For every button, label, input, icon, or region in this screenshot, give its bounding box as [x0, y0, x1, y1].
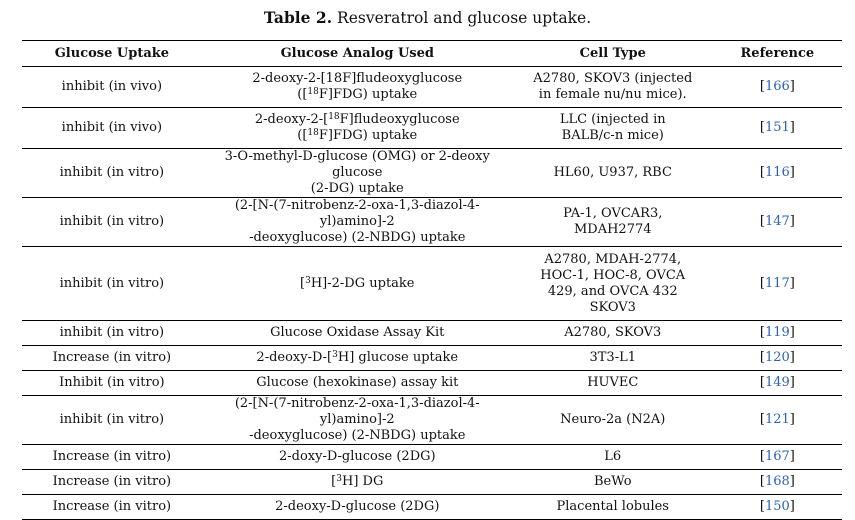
cell-glucose-analog: 2-deoxy-D-[$^3$H] glucose uptake — [202, 346, 513, 371]
table-row — [22, 445, 842, 470]
cell-glucose-analog: 2-deoxy-2-[$^{18}$F]fludeoxyglucose ([$^{18}$F]FDG) uptake — [202, 108, 513, 149]
reference-link[interactable]: 119 — [764, 325, 790, 340]
header-row — [22, 41, 842, 67]
cell-cell-type: PA-1, OVCAR3, MDAH2774 — [513, 198, 713, 247]
table-label: Table 2. — [263, 8, 333, 27]
superscript: 18 — [328, 112, 340, 122]
cell-reference: [149] — [713, 371, 842, 396]
table-row — [22, 108, 842, 149]
cell-glucose-uptake: inhibit (in vitro) — [22, 198, 202, 247]
cell-glucose-uptake: Increase (in vitro) — [22, 445, 202, 470]
cell-glucose-uptake: inhibit (in vivo) — [22, 67, 202, 108]
reference-link[interactable]: 167 — [764, 449, 790, 464]
cell-reference: [147] — [713, 198, 842, 247]
table-row — [22, 396, 842, 445]
cell-glucose-analog: Glucose (hexokinase) assay kit — [202, 371, 513, 396]
header-reference: Reference — [713, 41, 842, 67]
header-cell-type: Cell Type — [513, 41, 713, 67]
table-row — [22, 346, 842, 371]
cell-reference: [168] — [713, 470, 842, 495]
cell-glucose-analog: [$^3$H]-2-DG uptake — [202, 247, 513, 321]
cell-reference: [151] — [713, 108, 842, 149]
header-glucose-uptake: Glucose Uptake — [22, 41, 202, 67]
cell-reference: [166] — [713, 67, 842, 108]
cell-reference: [120] — [713, 346, 842, 371]
cell-glucose-analog: Glucose Oxidase Assay Kit — [202, 321, 513, 346]
cell-glucose-analog: (2-[N-(7-nitrobenz-2-oxa-1,3-diazol-4-yl)amino]-2 -deoxyglucose) (2-NBDG) uptake — [202, 198, 513, 247]
superscript: 3 — [332, 350, 338, 360]
cell-glucose-uptake: Increase (in vitro) — [22, 346, 202, 371]
reference-link[interactable]: 149 — [764, 375, 790, 390]
table-row — [22, 149, 842, 198]
reference-link[interactable]: 147 — [764, 214, 790, 229]
reference-link[interactable]: 168 — [764, 474, 790, 489]
reference-link[interactable]: 116 — [764, 165, 790, 180]
cell-reference: [116] — [713, 149, 842, 198]
table-row — [22, 470, 842, 495]
cell-glucose-analog: 2-deoxy-D-glucose (2DG) — [202, 495, 513, 520]
cell-cell-type: A2780, SKOV3 (injected in female nu/nu mice). — [513, 67, 713, 108]
cell-glucose-uptake: Increase (in vitro) — [22, 495, 202, 520]
cell-cell-type: LLC (injected in BALB/c-n mice) — [513, 108, 713, 149]
superscript: 18 — [307, 128, 319, 138]
table-caption — [0, 8, 855, 27]
table-row — [22, 67, 842, 108]
cell-reference: [150] — [713, 495, 842, 520]
reference-link[interactable]: 120 — [764, 350, 790, 365]
table-row — [22, 495, 842, 520]
cell-cell-type: Placental lobules — [513, 495, 713, 520]
reference-link[interactable]: 117 — [764, 275, 790, 291]
cell-glucose-analog: 2-deoxy-2-[18F]fludeoxyglucose ([$^{18}$F]FDG) uptake — [202, 67, 513, 108]
cell-cell-type: L6 — [513, 445, 713, 470]
superscript: 3 — [336, 474, 342, 484]
superscript: 3 — [305, 275, 311, 286]
cell-glucose-uptake: Inhibit (in vitro) — [22, 371, 202, 396]
cell-glucose-analog: 3-O-methyl-D-glucose (OMG) or 2-deoxy glucose (2-DG) uptake — [202, 149, 513, 198]
cell-cell-type: BeWo — [513, 470, 713, 495]
cell-glucose-analog: 2-doxy-D-glucose (2DG) — [202, 445, 513, 470]
cell-cell-type: HUVEC — [513, 371, 713, 396]
cell-cell-type: Neuro-2a (N2A) — [513, 396, 713, 445]
cell-cell-type: A2780, SKOV3 — [513, 321, 713, 346]
data-table — [22, 40, 842, 520]
cell-cell-type: 3T3-L1 — [513, 346, 713, 371]
cell-reference: [167] — [713, 445, 842, 470]
cell-glucose-uptake: inhibit (in vivo) — [22, 108, 202, 149]
table-row — [22, 371, 842, 396]
cell-glucose-analog: [$^3$H] DG — [202, 470, 513, 495]
reference-link[interactable]: 151 — [764, 120, 790, 135]
table-row — [22, 321, 842, 346]
table-row — [22, 247, 842, 321]
table-title: Resveratrol and glucose uptake. — [332, 9, 592, 27]
cell-glucose-uptake: inhibit (in vitro) — [22, 321, 202, 346]
cell-cell-type: A2780, MDAH-2774, HOC-1, HOC-8, OVCA 429, and OVCA 432 SKOV3 — [513, 247, 713, 321]
header-glucose-analog: Glucose Analog Used — [202, 41, 513, 67]
table-row — [22, 198, 842, 247]
cell-reference: [121] — [713, 396, 842, 445]
cell-glucose-uptake: inhibit (in vitro) — [22, 396, 202, 445]
cell-reference: [119] — [713, 321, 842, 346]
reference-link[interactable]: 121 — [764, 412, 790, 427]
cell-glucose-analog: (2-[N-(7-nitrobenz-2-oxa-1,3-diazol-4-yl)amino]-2 -deoxyglucose) (2-NBDG) uptake — [202, 396, 513, 445]
cell-glucose-uptake: inhibit (in vitro) — [22, 149, 202, 198]
cell-glucose-uptake: Increase (in vitro) — [22, 470, 202, 495]
reference-link[interactable]: 150 — [764, 499, 790, 514]
reference-link[interactable]: 166 — [764, 79, 790, 94]
superscript: 18 — [307, 87, 319, 97]
cell-reference: [117] — [713, 247, 842, 321]
cell-cell-type: HL60, U937, RBC — [513, 149, 713, 198]
cell-glucose-uptake: inhibit (in vitro) — [22, 247, 202, 321]
